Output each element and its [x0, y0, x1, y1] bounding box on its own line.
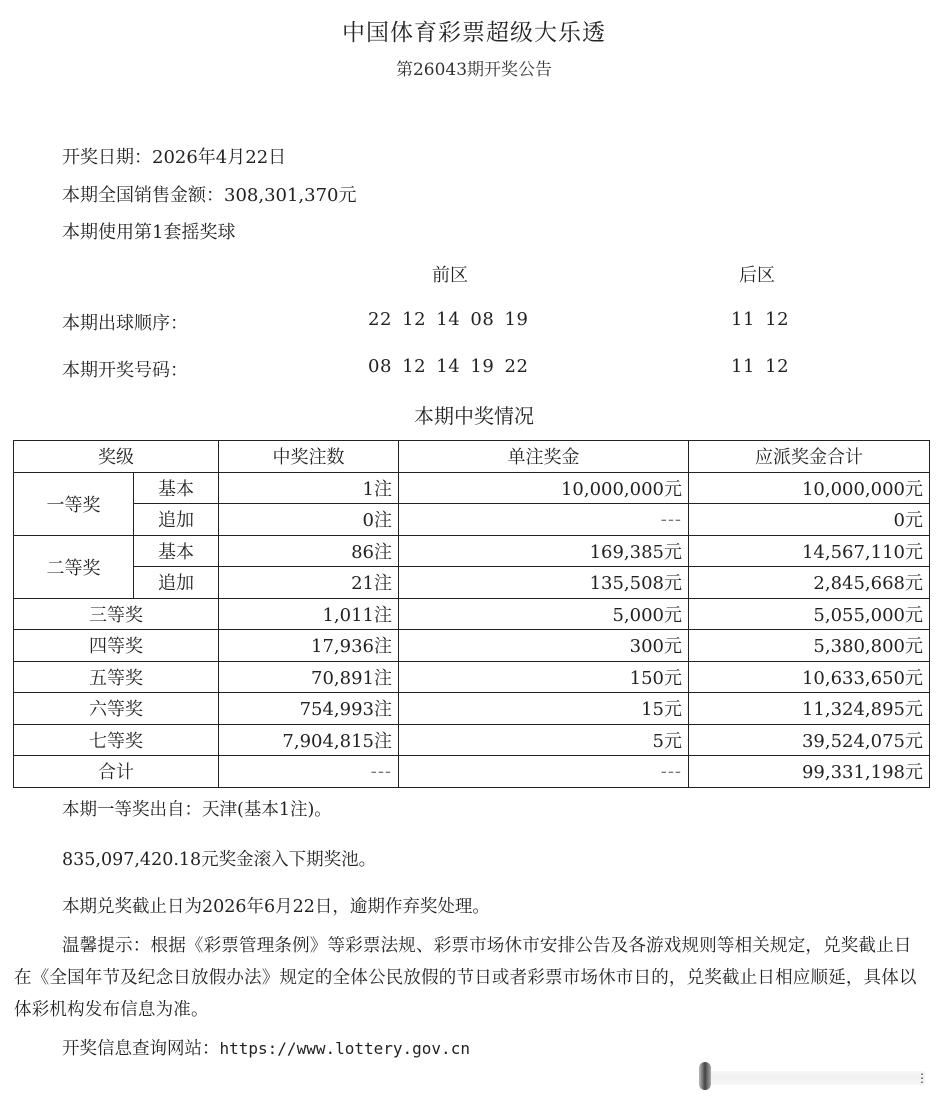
header-level: 奖级: [14, 441, 219, 473]
query-website: [62, 1035, 470, 1060]
unit-prize-cell: 10,000,000元: [399, 472, 689, 504]
claim-deadline: 本期兑奖截止日为2026年6月22日，逾期作弃奖处理。: [62, 897, 490, 917]
header-total-prize: 应派奖金合计: [689, 441, 930, 473]
header-count: 中奖注数: [219, 441, 399, 473]
table-row: [14, 724, 930, 756]
count-cell: ---: [219, 756, 399, 788]
table-header-row: [14, 441, 930, 473]
table-row: [14, 472, 930, 504]
level-cell: 五等奖: [14, 661, 219, 693]
horizontal-scrollbar-thumb[interactable]: [699, 1062, 711, 1090]
level-cell: 合计: [14, 756, 219, 788]
sub-level-cell: 追加: [134, 504, 219, 536]
level-cell: 二等奖: [14, 535, 134, 598]
sub-level-cell: 基本: [134, 472, 219, 504]
table-row: [14, 661, 930, 693]
ball-set: 本期使用第1套摇奖球: [62, 222, 236, 243]
table-row: [14, 598, 930, 630]
table-total-row: [14, 756, 930, 788]
overflow-edge-icon: ⋮: [916, 1071, 928, 1085]
count-cell: 7,904,815注: [219, 724, 399, 756]
unit-prize-cell: 150元: [399, 661, 689, 693]
table-row: [14, 535, 930, 567]
level-cell: 六等奖: [14, 693, 219, 725]
prize-table: [13, 440, 930, 788]
front-zone-label: 前区: [432, 265, 468, 286]
sub-level-cell: 追加: [134, 567, 219, 599]
table-row: [14, 567, 930, 599]
level-cell: 四等奖: [14, 630, 219, 662]
unit-prize-cell: 135,508元: [399, 567, 689, 599]
rollover-amount: 835,097,420.18元奖金滚入下期奖池。: [62, 850, 377, 870]
draw-order-front: 22 12 14 08 19: [368, 309, 529, 330]
total-prize-cell: 10,633,650元: [689, 661, 930, 693]
unit-prize-cell: ---: [399, 756, 689, 788]
prize-section-title: 本期中奖情况: [414, 404, 534, 428]
draw-date: 开奖日期：2026年4月22日: [62, 147, 287, 168]
winning-numbers-back: 11 12: [731, 356, 790, 377]
unit-prize-cell: 15元: [399, 693, 689, 725]
draw-order-back: 11 12: [731, 309, 790, 330]
unit-prize-cell: 169,385元: [399, 535, 689, 567]
unit-prize-cell: 5,000元: [399, 598, 689, 630]
total-prize-cell: 99,331,198元: [689, 756, 930, 788]
unit-prize-cell: 5元: [399, 724, 689, 756]
unit-prize-cell: ---: [399, 504, 689, 536]
website-link[interactable]: https://www.lottery.gov.cn: [219, 1039, 470, 1058]
reminder-paragraph: 温馨提示：根据《彩票管理条例》等彩票法规、彩票市场休市安排公告及各游戏规则等相关规定，兑奖截止日在《全国年节及纪念日放假办法》规定的全体公民放假的节日或者彩票市场休市日的，兑奖截止日相应顺延，具体以体彩机构发布信息为准。: [14, 936, 917, 1020]
count-cell: 754,993注: [219, 693, 399, 725]
level-cell: 三等奖: [14, 598, 219, 630]
first-prize-origin: 本期一等奖出自：天津(基本1注)。: [62, 800, 332, 820]
total-prize-cell: 10,000,000元: [689, 472, 930, 504]
level-cell: 七等奖: [14, 724, 219, 756]
total-prize-cell: 11,324,895元: [689, 693, 930, 725]
header-unit-prize: 单注奖金: [399, 441, 689, 473]
total-prize-cell: 39,524,075元: [689, 724, 930, 756]
table-row: [14, 504, 930, 536]
total-prize-cell: 14,567,110元: [689, 535, 930, 567]
document-title: 中国体育彩票超级大乐透: [342, 20, 606, 46]
winning-numbers-front: 08 12 14 19 22: [368, 356, 529, 377]
count-cell: 1,011注: [219, 598, 399, 630]
sub-level-cell: 基本: [134, 535, 219, 567]
count-cell: 21注: [219, 567, 399, 599]
horizontal-scrollbar-track[interactable]: [710, 1071, 925, 1085]
back-zone-label: 后区: [739, 265, 775, 286]
count-cell: 0注: [219, 504, 399, 536]
table-row: [14, 630, 930, 662]
unit-prize-cell: 300元: [399, 630, 689, 662]
total-prize-cell: 5,380,800元: [689, 630, 930, 662]
count-cell: 1注: [219, 472, 399, 504]
total-prize-cell: 2,845,668元: [689, 567, 930, 599]
total-prize-cell: 5,055,000元: [689, 598, 930, 630]
count-cell: 17,936注: [219, 630, 399, 662]
winning-numbers-label: 本期开奖号码：: [62, 360, 188, 381]
count-cell: 86注: [219, 535, 399, 567]
draw-order-label: 本期出球顺序：: [62, 313, 188, 334]
count-cell: 70,891注: [219, 661, 399, 693]
level-cell: 一等奖: [14, 472, 134, 535]
total-prize-cell: 0元: [689, 504, 930, 536]
issue-subtitle: 第26043期开奖公告: [395, 60, 553, 80]
table-row: [14, 693, 930, 725]
sales-amount: 本期全国销售金额：308,301,370元: [62, 185, 357, 206]
website-label: 开奖信息查询网站：: [62, 1039, 220, 1059]
